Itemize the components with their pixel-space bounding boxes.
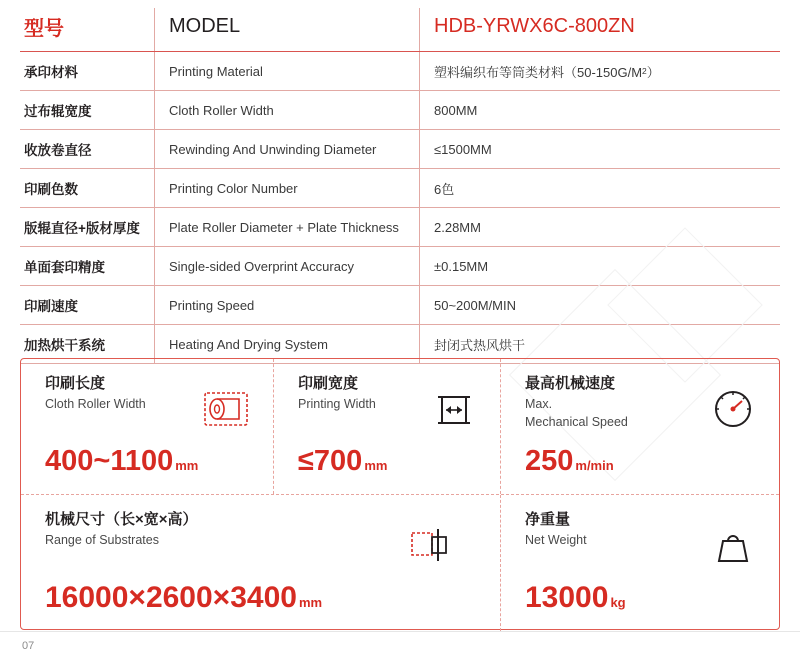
row-value	[420, 52, 780, 90]
spec-card-value	[525, 581, 626, 615]
table-row	[20, 130, 780, 169]
header-en-label: MODEL	[155, 8, 420, 51]
row-en-label: Single-sided Overprint Accuracy	[155, 247, 420, 285]
table-row	[20, 52, 780, 91]
spec-card-en-label: Printing Width	[298, 396, 376, 411]
table-row	[20, 208, 780, 247]
spec-card-unit: mm	[364, 458, 388, 473]
dimension-icon	[402, 517, 458, 573]
row-cn-label: 印刷色数	[20, 169, 155, 207]
row-value: 6色	[434, 181, 455, 197]
header-cn-label: 型号	[20, 8, 155, 51]
weight-icon	[705, 517, 761, 573]
page-number: 07	[22, 640, 35, 652]
width-measure-icon	[426, 381, 482, 437]
spec-card-cn-label: 净重量	[525, 511, 571, 528]
spec-card-number: 16000×2600×3400	[45, 581, 297, 614]
row-en-label: Printing Material	[155, 52, 420, 90]
spec-card-en-label-line2: Mechanical Speed	[525, 415, 628, 429]
header-model-value: HDB-YRWX6C-800ZN	[434, 15, 635, 37]
key-specs-row-bottom	[21, 495, 779, 631]
table-row	[20, 91, 780, 130]
row-en-label: Rewinding And Unwinding Diameter	[155, 130, 420, 168]
spec-card-unit: mm	[298, 595, 323, 610]
spec-card-en-label: Range of Substrates	[45, 532, 159, 547]
spec-card-print-width	[274, 359, 501, 494]
table-header-row	[20, 8, 780, 52]
row-cn-label: 承印材料	[20, 52, 155, 90]
spec-card-cn-label: 印刷长度	[45, 375, 106, 392]
row-value-text: 塑料编织布等筒类材料（50-150G/M	[434, 64, 643, 80]
row-value: ±0.15MM	[434, 258, 489, 274]
table-row	[20, 286, 780, 325]
row-en-label: Plate Roller Diameter + Plate Thickness	[155, 208, 420, 246]
row-cn-label: 版辊直径+版材厚度	[20, 208, 155, 246]
footer-divider	[0, 631, 800, 632]
specification-table	[20, 0, 780, 364]
spec-card-en-label: Net Weight	[525, 532, 587, 547]
spec-card-cn-label: 机械尺寸（长×宽×高）	[45, 511, 198, 528]
row-value: 2.28MM	[434, 219, 481, 235]
row-value: 800MM	[434, 102, 478, 118]
spec-card-en-label: Cloth Roller Width	[45, 396, 146, 411]
spec-card-number: ≤700	[298, 445, 363, 477]
spec-card-value	[298, 445, 387, 478]
row-en-label: Printing Speed	[155, 286, 420, 324]
spec-card-cn-label: 最高机械速度	[525, 375, 616, 392]
spec-card-value	[45, 445, 198, 478]
spec-card-max-speed	[501, 359, 779, 494]
row-value-tail: ）	[646, 64, 660, 80]
row-cn-label: 过布辊宽度	[20, 91, 155, 129]
row-value: ≤1500MM	[434, 141, 492, 157]
key-specs-row-top	[21, 359, 779, 495]
spec-card-number: 13000	[525, 581, 609, 614]
row-en-label: Printing Color Number	[155, 169, 420, 207]
row-value: 封闭式热风烘干	[434, 337, 526, 353]
spec-card-number: 250	[525, 445, 574, 477]
spec-card-print-length	[21, 359, 274, 494]
spec-card-en-label-line1: Max.	[525, 396, 553, 411]
row-en-label: Cloth Roller Width	[155, 91, 420, 129]
spec-card-net-weight	[501, 495, 779, 631]
speedometer-icon	[705, 381, 761, 437]
spec-card-unit: kg	[610, 595, 626, 610]
row-value-superscript: 2	[642, 66, 647, 76]
key-specs-panel	[20, 358, 780, 630]
row-cn-label: 印刷速度	[20, 286, 155, 324]
spec-card-unit: mm	[175, 458, 199, 473]
spec-card-value	[525, 445, 614, 478]
row-en-label: Heating And Drying System	[155, 325, 420, 363]
row-value: 50~200M/MIN	[434, 297, 517, 313]
table-row	[20, 247, 780, 286]
spec-card-cn-label: 印刷宽度	[298, 375, 359, 392]
spec-card-machine-dimensions	[21, 495, 501, 631]
spec-card-value	[45, 581, 322, 615]
spec-card-unit: m/min	[575, 458, 614, 473]
paper-roll-icon	[199, 381, 255, 437]
row-cn-label: 收放卷直径	[20, 130, 155, 168]
row-cn-label: 单面套印精度	[20, 247, 155, 285]
table-row	[20, 169, 780, 208]
row-cn-label: 加热烘干系统	[20, 325, 155, 363]
spec-card-number: 400~1100	[45, 445, 174, 477]
